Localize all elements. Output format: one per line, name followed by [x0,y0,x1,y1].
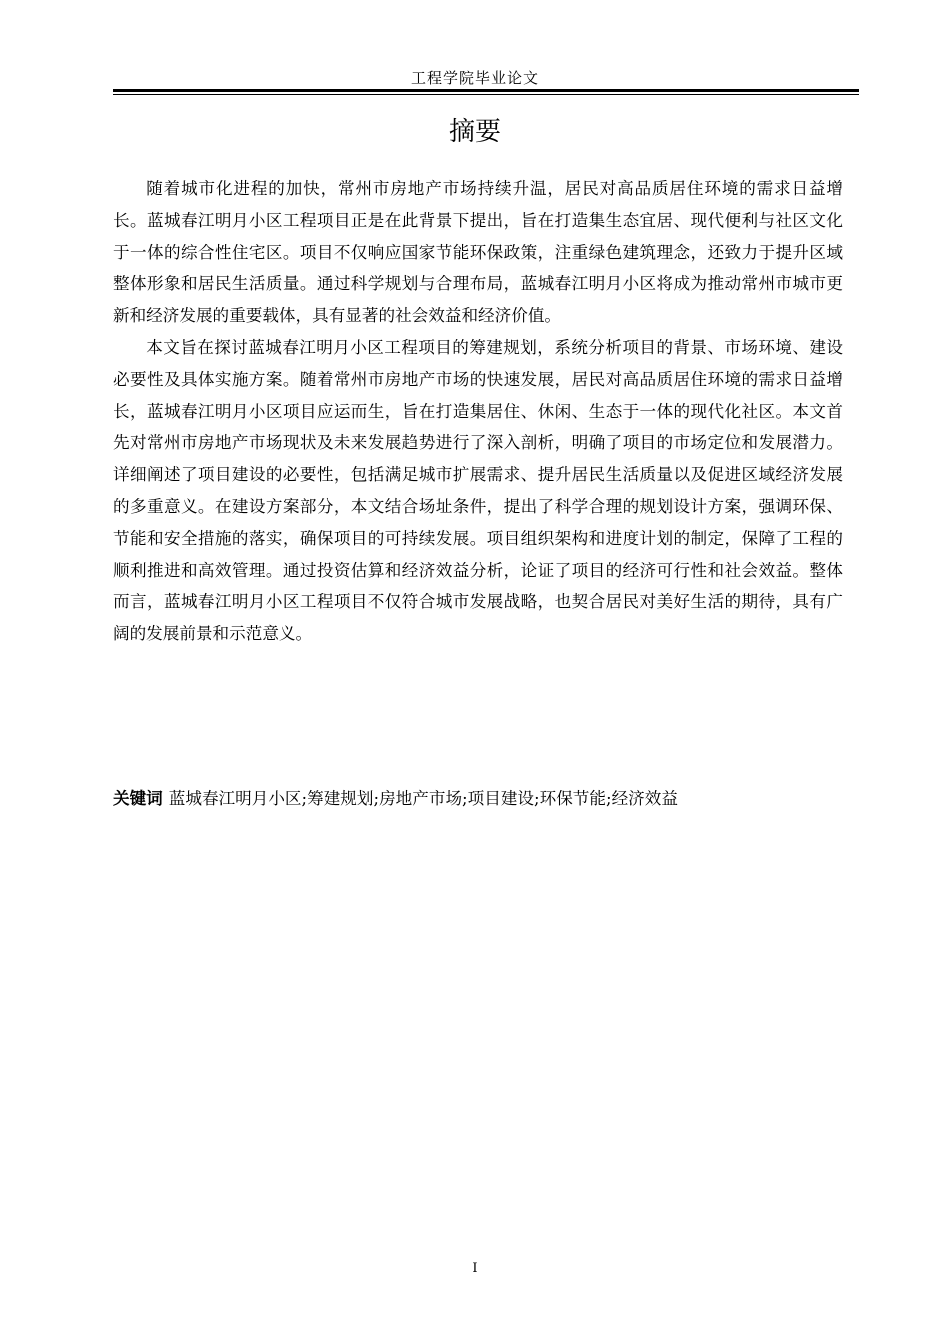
running-header: 工程学院毕业论文 [410,69,539,87]
abstract-paragraph-2: 本文旨在探讨蓝城春江明月小区工程项目的筹建规划，系统分析项目的背景、市场环境、建设必要性及具体实施方案。随着常州市房地产市场的快速发展，居民对高品质居住环境的需求日益增长，蓝城春江明月小区项目应运而生，旨在打造集居住、休闲、生态于一体的现代化社区。本文首先对常州市房地产市场现状及未来发展趋势进行了深入剖析，明确了项目的市场定位和发展潜力。详细阐述了项目建设的必要性，包括满足城市扩展需求、提升居民生活质量以及促进区域经济发展的多重意义。在建设方案部分，本文结合场址条件，提出了科学合理的规划设计方案，强调环保、节能和安全措施的落实，确保项目的可持续发展。项目组织架构和进度计划的制定，保障了工程的顺利推进和高效管理。通过投资估算和经济效益分析，论证了项目的经济可行性和社会效益。整体而言，蓝城春江明月小区工程项目不仅符合城市发展战略，也契合居民对美好生活的期待，具有广阔的发展前景和示范意义。 [113,337,843,644]
abstract-paragraph-1: 随着城市化进程的加快，常州市房地产市场持续升温，居民对高品质居住环境的需求日益增长。蓝城春江明月小区工程项目正是在此背景下提出，旨在打造集生态宜居、现代便利与社区文化于一体的综合性住宅区。项目不仅响应国家节能环保政策，注重绿色建筑理念，还致力于提升区域整体形象和居民生活质量。通过科学规划与合理布局，蓝城春江明月小区将成为推动常州市城市更新和经济发展的重要载体，具有显著的社会效益和经济价值。 [113,179,843,326]
header-rule-thick [113,89,859,92]
keywords-label: 关键词 [113,789,163,808]
keywords-text: 蓝城春江明月小区;筹建规划;房地产市场;项目建设;环保节能;经济效益 [168,789,678,808]
page-number: I [472,1261,478,1276]
header-rule-thin [113,94,859,95]
keywords-line [113,785,853,813]
abstract-body [113,173,843,650]
abstract-title: 摘要 [448,117,501,147]
